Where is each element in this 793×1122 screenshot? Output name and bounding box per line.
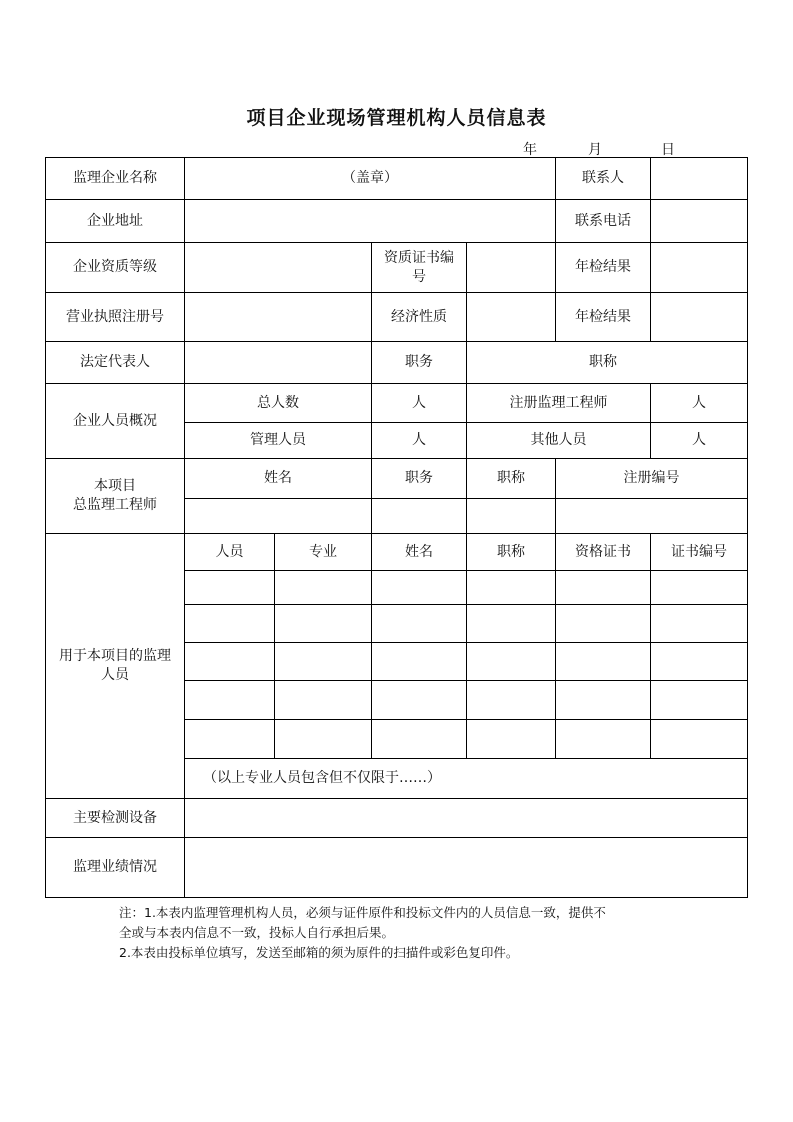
- chief-engineer-label-line1: 本项目: [94, 478, 136, 494]
- cert-no-field[interactable]: [467, 243, 555, 292]
- phone-field[interactable]: [651, 200, 747, 242]
- footnote-line-2: 全或与本表内信息不一致，投标人自行承担后果。: [119, 925, 395, 940]
- performance-field[interactable]: [185, 838, 747, 897]
- chief-reg-no-header: 注册编号: [623, 470, 680, 486]
- annual-check-field-1[interactable]: [651, 243, 747, 292]
- legal-rep-position-label: 职务: [405, 354, 433, 370]
- col-cert-header: 资格证书: [575, 543, 631, 560]
- annual-check-label-2: 年检结果: [575, 308, 631, 325]
- date-month-label: 月: [588, 142, 602, 158]
- company-name-label: 监理企业名称: [73, 170, 157, 186]
- chief-engineer-label-line2: 总监理工程师: [73, 497, 157, 513]
- management-staff-label: 管理人员: [250, 432, 306, 448]
- form-title: 项目企业现场管理机构人员信息表: [246, 107, 547, 129]
- contact-field[interactable]: [651, 158, 747, 199]
- chief-name-header: 姓名: [264, 470, 292, 486]
- footnote-line-1: 注：1.本表内监理管理机构人员，必须与证件原件和投标文件内的人员信息一致，提供不: [119, 905, 606, 920]
- chief-position-header: 职务: [405, 470, 433, 486]
- col-personnel-header: 人员: [215, 543, 244, 560]
- chief-engineer-label: [46, 459, 184, 533]
- col-cert-no-header: 证书编号: [671, 543, 727, 560]
- phone-label: 联系电话: [575, 212, 631, 229]
- legal-rep-field[interactable]: [185, 342, 371, 383]
- address-label: 企业地址: [87, 212, 143, 229]
- info-form-table: [45, 157, 748, 898]
- performance-label: 监理业绩情况: [73, 859, 157, 875]
- qualification-field[interactable]: [185, 243, 371, 292]
- registered-engineer-unit: 人: [692, 394, 706, 411]
- other-staff-label: 其他人员: [530, 432, 587, 448]
- supervisors-label: 用于本项目的监理人员: [59, 648, 171, 683]
- seal-hint: （盖章）: [342, 170, 398, 186]
- col-specialty-header: 专业: [309, 543, 337, 560]
- company-name-field[interactable]: [185, 158, 555, 199]
- footnote-line-3: 2.本表由投标单位填写，发送至邮箱的须为原件的扫描件或彩色复印件。: [119, 945, 519, 960]
- cert-no-label: 资质证书编号: [384, 249, 454, 285]
- col-name-header: 姓名: [405, 543, 433, 560]
- equipment-label: 主要检测设备: [73, 809, 157, 826]
- legal-rep-title-label: 职称: [589, 354, 617, 370]
- license-label: 营业执照注册号: [66, 308, 164, 325]
- economic-nature-label: 经济性质: [391, 308, 447, 325]
- col-title-header: 职称: [497, 543, 525, 560]
- address-field[interactable]: [185, 200, 555, 242]
- license-field[interactable]: [185, 293, 371, 341]
- chief-title-header: 职称: [497, 470, 525, 486]
- supervisors-note: （以上专业人员包含但不仅限于……）: [203, 770, 441, 786]
- date-day-label: 日: [661, 142, 675, 158]
- legal-rep-label: 法定代表人: [80, 354, 150, 370]
- annual-check-label-1: 年检结果: [575, 259, 631, 275]
- contact-label: 联系人: [582, 170, 624, 186]
- economic-nature-field[interactable]: [467, 293, 555, 341]
- other-staff-unit: 人: [692, 432, 706, 448]
- date-year-label: 年: [523, 142, 537, 158]
- total-staff-unit: 人: [412, 394, 426, 411]
- equipment-field[interactable]: [185, 799, 747, 837]
- registered-engineer-label: 注册监理工程师: [509, 394, 608, 411]
- total-staff-label: 总人数: [257, 394, 299, 411]
- footnotes: [119, 903, 689, 963]
- qualification-label: 企业资质等级: [73, 259, 157, 275]
- staff-overview-label: 企业人员概况: [73, 412, 157, 429]
- management-staff-unit: 人: [412, 432, 426, 448]
- legal-rep-title-field[interactable]: [651, 342, 747, 383]
- annual-check-field-2[interactable]: [651, 293, 747, 341]
